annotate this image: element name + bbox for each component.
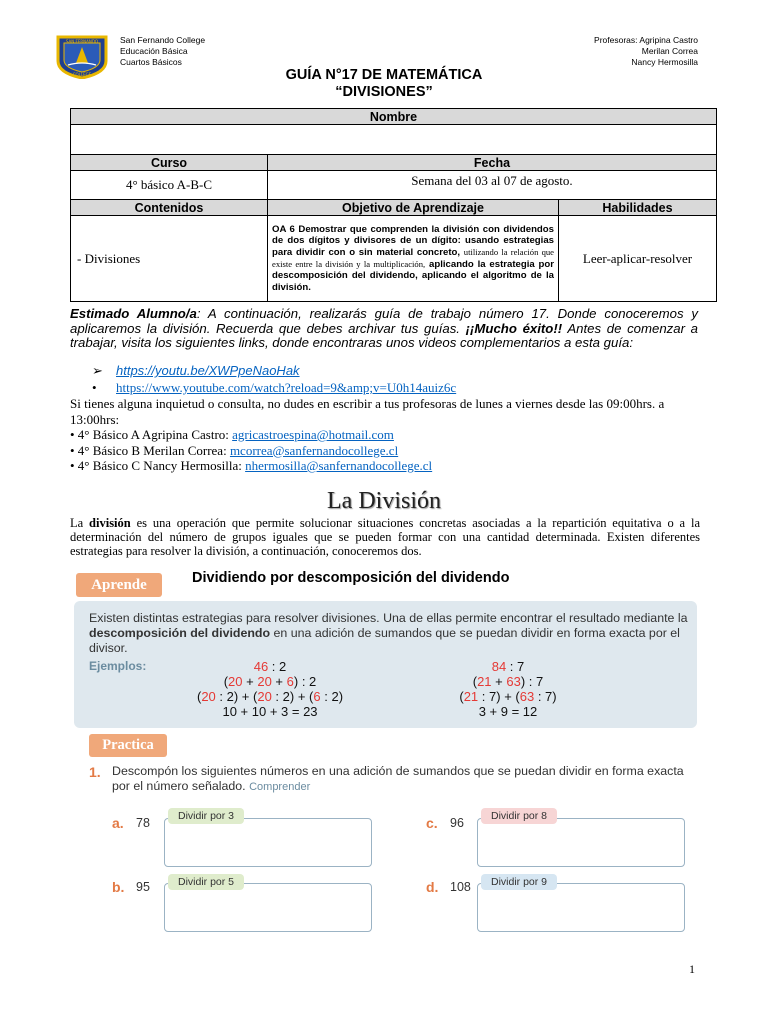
example-dividend: 46 [253,659,269,674]
item-number: 108 [450,880,471,894]
curso-header: Curso [71,155,268,171]
example-divisor: : 2 [268,659,287,674]
exercise-instructions: Descompón los siguientes números en una adición de sumandos que se puedan dividir en forma exacta por el número señalado. [112,764,684,793]
link-row [92,379,456,396]
title-line-1: GUÍA N°17 DE MATEMÁTICA [285,67,483,83]
contenidos-header: Contenidos [71,200,268,216]
comprender-label: Comprender [249,781,311,793]
aprende-text-2: en una adición de sumandos que se puedan dividir en forma exacta por el divisor. [89,626,680,655]
divide-label: Dividir por 8 [481,808,557,824]
contact-entry [70,458,700,474]
addend: 20 [257,689,272,704]
example-2 [408,659,608,719]
nombre-header: Nombre [71,109,717,125]
intro-body-1: : A continuación, realizarás guía de trabajo número 17. Donde conoceremos y aplicaremos la división. Recuerda que debes archivar tus guías. [70,306,698,336]
page-title [0,67,768,101]
logo-top-text: SAN FERNANDO [65,39,99,44]
divisor: 2 [226,689,234,704]
divisor: 7 [489,689,497,704]
link-row [92,362,456,379]
example-line: (21 + 63) : 7 [472,674,544,689]
addend: 6 [286,674,294,689]
example-divisor: : 7 [506,659,525,674]
divisor: 2 [331,689,339,704]
video-link-2[interactable]: https://www.youtube.com/watch?reload=9&amp;v=U0h14auiz6c [116,380,457,395]
contact-label: • 4° Básico C Nancy Hermosilla: [70,458,246,473]
division-title: La División [327,488,441,514]
division-para-rest: es una operación que permite solucionar situaciones concretas asociadas a la repartición equitativa o a la determinación del número de grupos iguales que se pueden formar con una cantidad determinada. Existen diferentes estrategias para resolver la división, a continuación, conoceremos dos. [70,516,700,558]
aprende-tag: Aprende [76,573,162,597]
teachers-info [594,35,698,68]
intro-body-2: Antes de comenzar a trabajar, visita los siguientes links, donde encontraras unos videos complementarios a esta guía: [70,320,699,350]
addend: 63 [506,674,521,689]
divisor: 7 [545,689,553,704]
division-para-start: La [70,516,90,530]
answer-box-d[interactable] [477,883,685,932]
example-line: (20 : 2) + (20 : 2) + (6 : 2) [196,689,344,704]
email-link-correa[interactable]: mcorrea@sanfernandocollege.cl [229,442,399,458]
nombre-field[interactable] [71,125,717,155]
example-result: 3 + 9 = 12 [478,704,538,719]
addend: 21 [463,689,479,704]
intro-paragraph [70,307,698,351]
exercise-text [112,764,702,795]
contact-section [70,396,700,474]
addend: 20 [257,674,272,689]
exercise-number: 1. [89,764,101,780]
objetivo-part-3: aplicando la estrategia por descomposición del dividendo, aplicando el algoritmo de la división. [272,258,554,293]
item-letter: d. [426,879,439,895]
item-letter: c. [426,815,438,831]
example-line: (20 + 20 + 6) : 2 [223,674,317,689]
example-1 [170,659,370,719]
aprende-text-1: Existen distintas estrategias para resolver divisiones. Una de ellas permite encontrar el resultado mediante la [89,611,688,625]
divisor: 2 [309,674,317,689]
divide-label: Dividir por 3 [168,808,244,824]
objetivo-header: Objetivo de Aprendizaje [268,200,559,216]
practica-tag: Practica [89,734,167,757]
logo-bottom-text: COLLEGE [72,72,92,77]
division-paragraph [70,516,700,558]
teacher-line: Profesoras: Agripina Castro [594,35,698,45]
item-letter: a. [112,815,124,831]
contenidos-value: - Divisiones [71,216,268,302]
addend: 21 [477,674,492,689]
divide-label: Dividir por 5 [168,874,244,890]
info-table [70,108,717,302]
email-link-castro[interactable]: agricastroespina@hotmail.com [232,427,394,442]
aprende-subtitle: Dividiendo por descomposición del dividendo [192,570,510,586]
objetivo-part-2: utilizando la relación que existe entre la división y la multiplicación, [272,246,554,269]
divisor: 2 [282,689,290,704]
example-result: 10 + 10 + 3 = 23 [222,704,318,719]
video-link-1[interactable]: https://youtu.be/XWPpeNaoHak [116,363,300,378]
title-line-2: “DIVISIONES” [335,84,433,100]
habilidades-header: Habilidades [559,200,717,216]
aprende-text [89,611,689,656]
school-info [120,35,205,68]
contact-entry [70,427,700,443]
example-line [170,659,370,674]
video-links [92,362,456,396]
example-dividend: 84 [491,659,507,674]
teacher-line: Nancy Hermosilla [631,57,698,67]
divisor: 7 [536,674,544,689]
school-grade: Cuartos Básicos [120,57,182,67]
objetivo-part-1: OA 6 Demostrar que comprenden la división con dividendos de dos dígitos y divisores de un dígito: usando estrategias para dividir con o sin material concreto, [272,223,554,258]
email-link-hermosilla[interactable]: nhermosilla@sanfernandocollege.cl [245,458,433,473]
habilidades-value: Leer-aplicar-resolver [559,216,717,302]
item-letter: b. [112,879,125,895]
addend: 20 [228,674,243,689]
curso-value: 4° básico A-B-C [71,171,268,200]
item-number: 95 [136,880,150,894]
example-line: (21 : 7) + (63 : 7) [459,689,557,704]
intro-greeting: Estimado Alumno/a [70,306,197,321]
division-para-bold: división [89,516,131,530]
school-level: Educación Básica [120,46,188,56]
addend: 20 [201,689,216,704]
item-number: 96 [450,816,464,830]
bullet-icon: • [92,380,97,395]
intro-mucho-exito: ¡¡Mucho éxito!! [465,320,563,336]
answer-box-c[interactable] [477,818,685,867]
fecha-header: Fecha [268,155,717,171]
addend: 63 [519,689,535,704]
example-line [408,659,608,674]
aprende-text-bold: descomposición del dividendo [89,626,271,640]
contact-label: • 4° Básico A Agripina Castro: [70,427,233,442]
contact-entry [70,443,700,459]
arrow-bullet-icon: ➢ [92,363,103,378]
teacher-line: Merilan Correa [641,46,698,56]
objetivo-value [268,216,559,302]
answer-box-a[interactable] [164,818,372,867]
school-name: San Fernando College [120,35,206,45]
answer-box-b[interactable] [164,883,372,932]
item-number: 78 [136,816,150,830]
addend: 6 [313,689,321,704]
ejemplos-label: Ejemplos: [89,659,147,673]
page-number: 1 [689,962,695,976]
contact-label: • 4° Básico B Merilan Correa: [70,442,230,458]
fecha-value: Semana del 03 al 07 de agosto. [268,171,717,200]
contact-text: Si tienes alguna inquietud o consulta, no dudes en escribir a tus profesoras de lunes a viernes desde las 09:00hrs. a 13:00hrs: [70,396,665,427]
divide-label: Dividir por 9 [481,874,557,890]
